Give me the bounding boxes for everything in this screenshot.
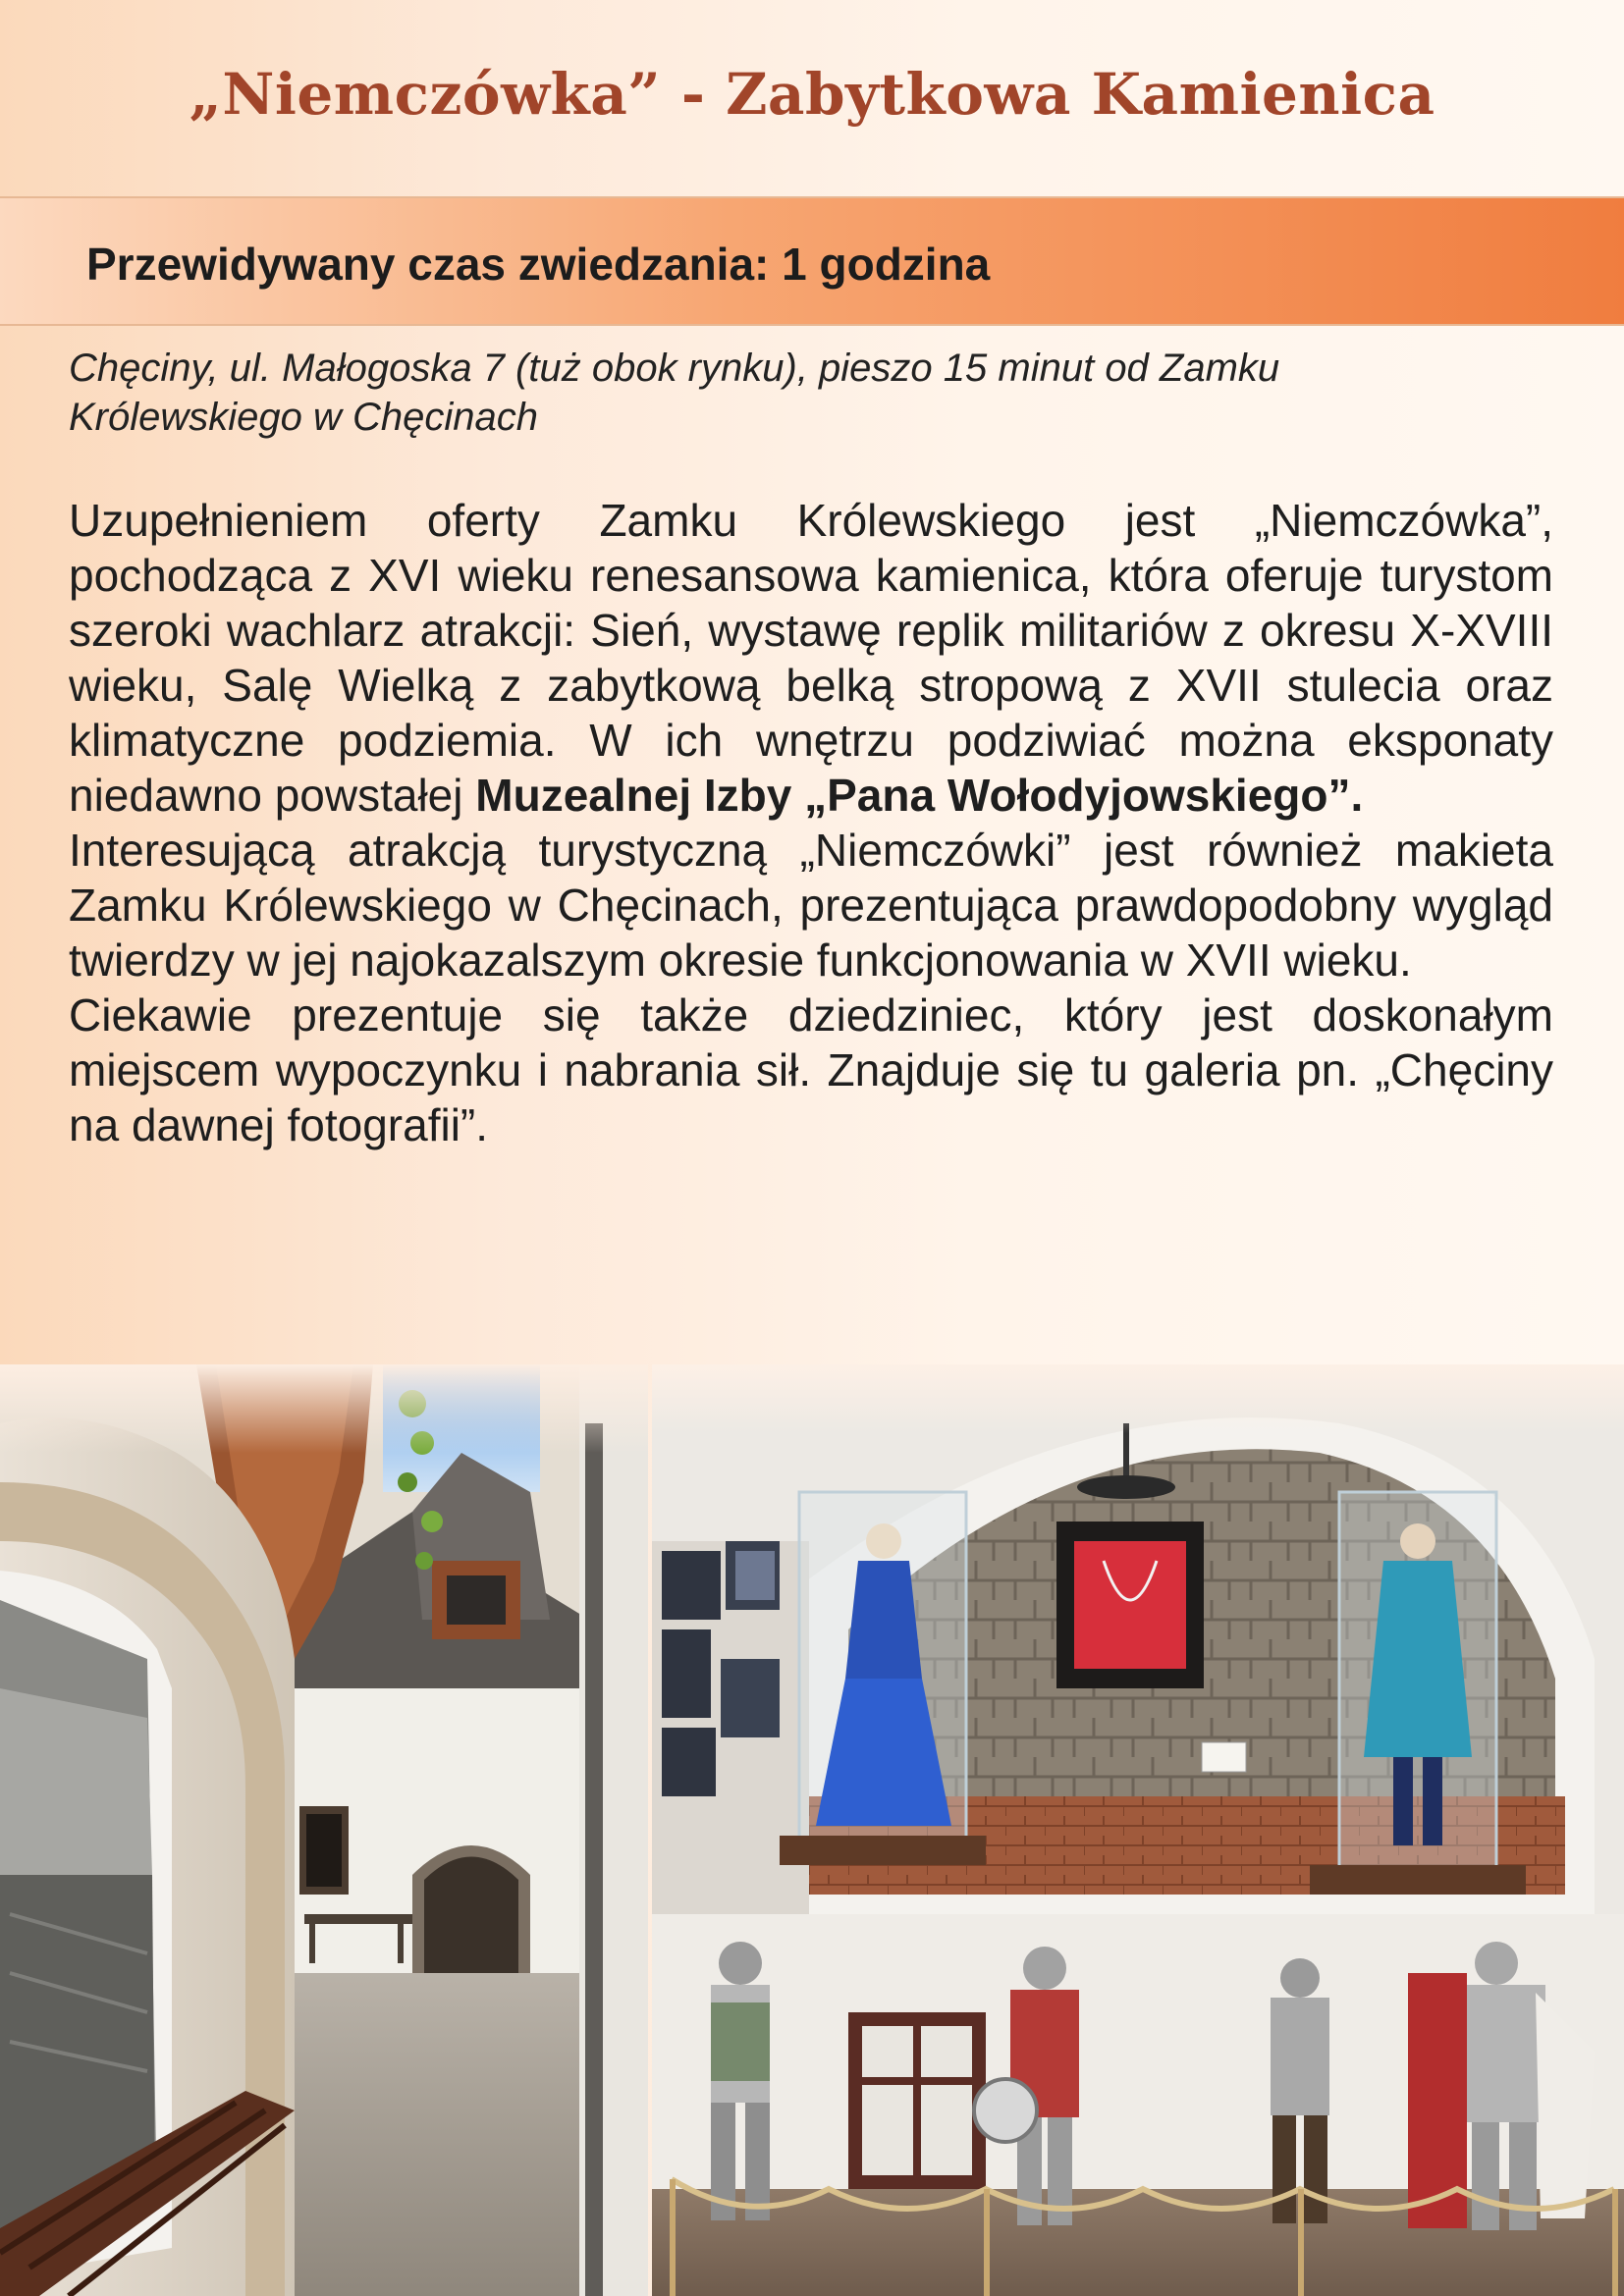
photo-collage bbox=[0, 1364, 1624, 2296]
visit-time-text: Przewidywany czas zwiedzania: 1 godzina bbox=[86, 239, 991, 290]
paragraph-3: Ciekawie prezentuje się także dziedziniec, który jest doskonałym miejscem wypoczynku i nabrania sił. Znajduje się tu galeria pn. „Chęciny na dawnej fotografii”. bbox=[69, 989, 1553, 1150]
paragraph-1-bold: Muzealnej Izby „Pana Wołodyjowskiego”. bbox=[475, 770, 1364, 821]
paragraph-1-text: Uzupełnieniem oferty Zamku Królewskiego jest „Niemczówka”, pochodząca z XVI wieku renesansowa kamienica, która oferuje turystom szeroki wachlarz atrakcji: Sień, wystawę replik militariów z okresu X-XVIII wieku, Salę Wielką z zabytkową belką stropową z XVII stulecia oraz klimatyczne podziemia. W ich wnętrzu podziwiać można eksponaty niedawno powstałej bbox=[69, 495, 1553, 821]
page-title: „Niemczówka” - Zabytkowa Kamienica bbox=[189, 61, 1435, 128]
description-body bbox=[69, 493, 1553, 1152]
paragraph-2: Interesującą atrakcją turystyczną „Niemczówki” jest również makieta Zamku Królewskiego w Chęcinach, prezentująca prawdopodobny wygląd twierdzy w jej najokazalszym okresie funkcjonowania w XVII wieku. bbox=[69, 825, 1553, 986]
visit-time-banner bbox=[0, 196, 1624, 326]
courtyard-photo bbox=[0, 1364, 648, 2296]
museum-interior-photo bbox=[652, 1364, 1624, 2296]
paragraph-1 bbox=[69, 493, 1553, 823]
address-line: Chęciny, ul. Małogoska 7 (tuż obok rynku), pieszo 15 minut od Zamku Królewskiego w Chęcinach bbox=[69, 347, 1280, 439]
